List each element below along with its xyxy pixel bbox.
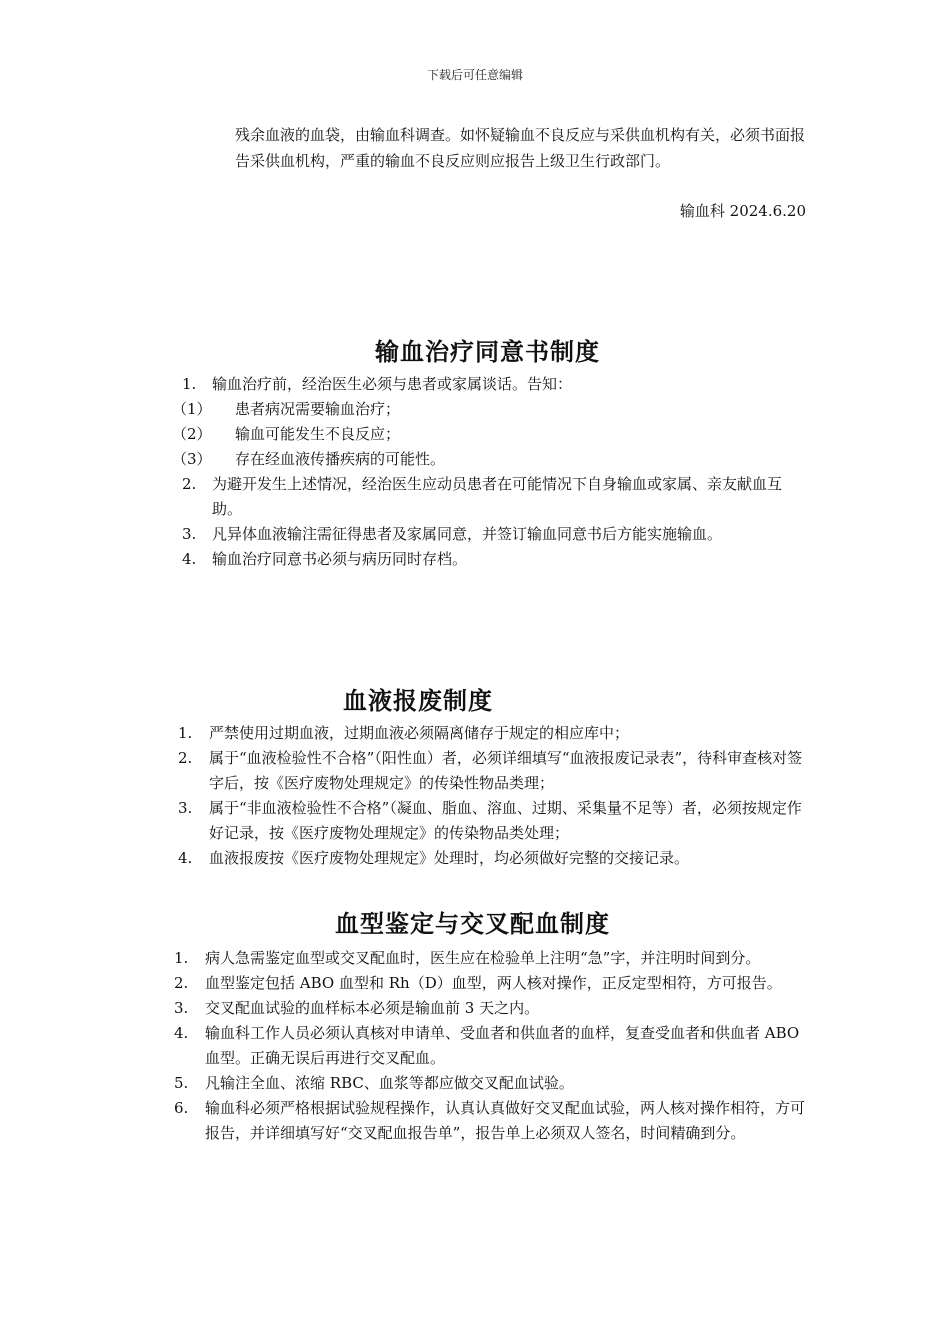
item-text: 输血治疗前，经治医生必须与患者或家属谈话。告知： xyxy=(212,375,573,393)
item-text: 属于“血液检验性不合格”（阳性血）者，必须详细填写“血液报废记录表”，待科审查核对签字后，按《医疗废物处理规定》的传染性物品类理； xyxy=(209,749,803,792)
list-item xyxy=(178,846,804,871)
item-text: 为避开发生上述情况，经治医生应动员患者在可能情况下自身输血或家属、亲友献血互助。 xyxy=(212,475,783,518)
item-number: 3. xyxy=(178,799,193,817)
list-item xyxy=(174,971,806,996)
list-item xyxy=(178,721,804,746)
item-text: 输血可能发生不良反应； xyxy=(235,425,401,443)
blood-typing-list xyxy=(174,946,806,1146)
list-item xyxy=(174,1071,806,1096)
consent-list xyxy=(172,372,808,572)
item-number: （1） xyxy=(172,400,212,418)
item-number: 2. xyxy=(174,974,189,992)
list-item xyxy=(182,547,808,572)
list-item xyxy=(172,397,808,422)
item-number: 1. xyxy=(182,375,197,393)
item-text: 血型鉴定包括 ABO 血型和 Rh（D）血型，两人核对操作，正反定型相符，方可报告。 xyxy=(205,974,782,992)
page-header-note: 下载后可任意编辑 xyxy=(426,68,523,82)
section-title-blood-typing: 血型鉴定与交叉配血制度 xyxy=(335,909,610,938)
section-title-disposal: 血液报废制度 xyxy=(343,686,493,715)
list-item xyxy=(178,746,804,796)
item-number: 2. xyxy=(178,749,193,767)
item-number: 1. xyxy=(174,949,189,967)
list-item xyxy=(174,1021,806,1071)
item-text: 属于“非血液检验性不合格”（凝血、脂血、溶血、过期、采集量不足等）者，必须按规定作好记录，按《医疗废物处理规定》的传染物品类处理； xyxy=(209,799,802,842)
item-number: 4. xyxy=(174,1024,189,1042)
item-text: 严禁使用过期血液，过期血液必须隔离储存于规定的相应库中； xyxy=(209,724,630,742)
item-text: 病人急需鉴定血型或交叉配血时，医生应在检验单上注明“急”字，并注明时间到分。 xyxy=(205,949,761,967)
list-item xyxy=(182,472,808,522)
item-number: 1. xyxy=(178,724,193,742)
section-title-consent: 输血治疗同意书制度 xyxy=(375,337,600,366)
list-item xyxy=(172,447,808,472)
item-number: 5. xyxy=(174,1074,189,1092)
item-number: 3. xyxy=(182,525,197,543)
item-number: 6. xyxy=(174,1099,189,1117)
item-text: 凡异体血液输注需征得患者及家属同意，并签订输血同意书后方能实施输血。 xyxy=(212,525,723,543)
list-item xyxy=(174,1096,806,1146)
item-text: 输血科必须严格根据试验规程操作，认真认真做好交叉配血试验，两人核对操作相符，方可报告，并详细填写好“交叉配血报告单”，报告单上必须双人签名，时间精确到分。 xyxy=(205,1099,806,1142)
item-number: （3） xyxy=(172,450,212,468)
item-number: 4. xyxy=(178,849,193,867)
department-signature: 输血科 2024.6.20 xyxy=(679,202,806,220)
item-text: 患者病况需要输血治疗； xyxy=(235,400,401,418)
item-text: 输血治疗同意书必须与病历同时存档。 xyxy=(212,550,468,568)
item-number: 4. xyxy=(182,550,197,568)
list-item xyxy=(174,996,806,1021)
item-text: 凡输注全血、浓缩 RBC、血浆等都应做交叉配血试验。 xyxy=(205,1074,574,1092)
item-text: 血液报废按《医疗废物处理规定》处理时，均必须做好完整的交接记录。 xyxy=(209,849,690,867)
list-item xyxy=(178,796,804,846)
item-number: 3. xyxy=(174,999,189,1017)
list-item xyxy=(182,522,808,547)
continuation-paragraph: 残余血液的血袋，由输血科调查。如怀疑输血不良反应与采供血机构有关，必须书面报告采供血机构，严重的输血不良反应则应报告上级卫生行政部门。 xyxy=(235,126,806,170)
item-text: 输血科工作人员必须认真核对申请单、受血者和供血者的血样，复查受血者和供血者 ABO 血型。正确无误后再进行交叉配血。 xyxy=(205,1024,800,1067)
item-text: 存在经血液传播疾病的可能性。 xyxy=(235,450,446,468)
item-number: （2） xyxy=(172,425,212,443)
list-item xyxy=(172,422,808,447)
list-item xyxy=(182,372,808,397)
disposal-list xyxy=(178,721,804,871)
list-item xyxy=(174,946,806,971)
item-text: 交叉配血试验的血样标本必须是输血前 3 天之内。 xyxy=(205,999,540,1017)
item-number: 2. xyxy=(182,475,197,493)
